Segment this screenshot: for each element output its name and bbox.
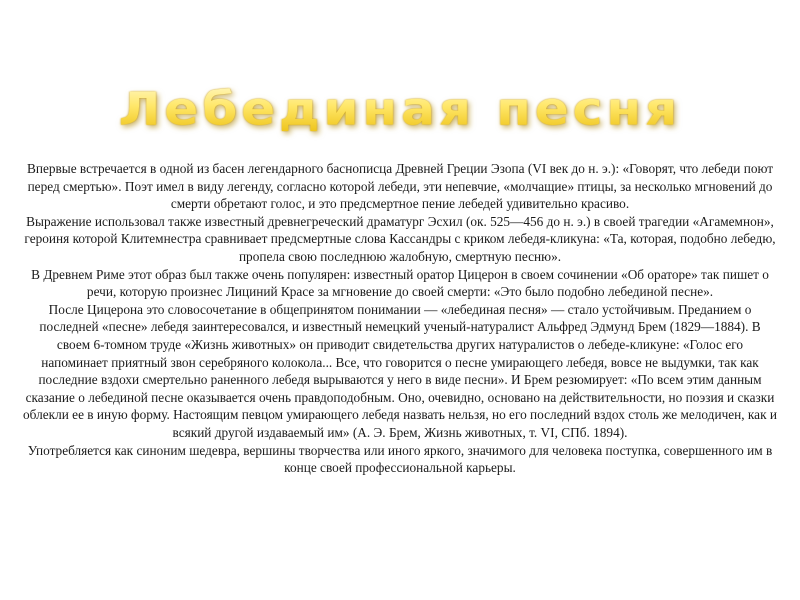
paragraph-brehm: После Цицерона это словосочетание в общепринятом понимании — «лебединая песня» — стало устойчивым. Преданием о последней «песне» лебедя заинтересовался, и известный немецкий ученый-натуралист Альфред Эдмунд Брем (1829—1884). В своем 6-томном труде «Жизнь животных» он приводит свидетельства других натуралистов о лебеде-кликуне: «Голос его напоминает приятный звон серебряного колокола... Все, что говорится о песне умирающего лебедя, вовсе не выдумки, так как последние вздохи смертельно раненного лебедя вырываются у него в виде песни». И Брем резюмирует: «По всем этим данным сказание о лебединой песне оказывается очень правдоподобным. Оно, очевидно, основано на действительности, но поэзия и сказки облекли ее в иную форму. Настоящим певцом умирающего лебедя назвать нельзя, но его последний вздох столь же мелодичен, как и всякий другой издаваемый им» (А. Э. Брем, Жизнь животных, т. VI, СПб. 1894). [23, 301, 777, 440]
body-text [22, 160, 778, 477]
paragraph-usage: Употребляется как синоним шедевра, вершины творчества или иного яркого, значимого для человека поступка, совершенного им в конце своей профессиональной карьеры. [27, 442, 773, 476]
paragraph-aesop: Впервые встречается в одной из басен легендарного баснописца Древней Греции Эзопа (VI век до н. э.): «Говорят, что лебеди поют перед смертью». Поэт имел в виду легенду, согласно которой лебеди, эти непевчие, «молчащие» птицы, за несколько мгновений до смерти обретают голос, и это предсмертное пение лебедей удивительно красиво. [26, 161, 774, 212]
slide-title: Лебединая песня [119, 78, 681, 141]
title-area [0, 74, 800, 144]
paragraph-aeschylus: Выражение использовал также известный древнегреческий драматург Эсхил (ок. 525—456 до н. э.) в своей трагедии «Агамемнон», героиня которой Клитемнестра сравнивает предсмертные слова Кассандры с криком лебедя-кликуна: «Та, которая, подобно лебедю, пропела свою последнюю жалобную, смертную песню». [24, 213, 776, 264]
paragraph-cicero: В Древнем Риме этот образ был также очень популярен: известный оратор Цицерон в своем сочинении «Об ораторе» так пишет о речи, которую произнес Лициний Красе за мгновение до своей смерти: «Это было подобно лебединой песне». [31, 266, 769, 300]
